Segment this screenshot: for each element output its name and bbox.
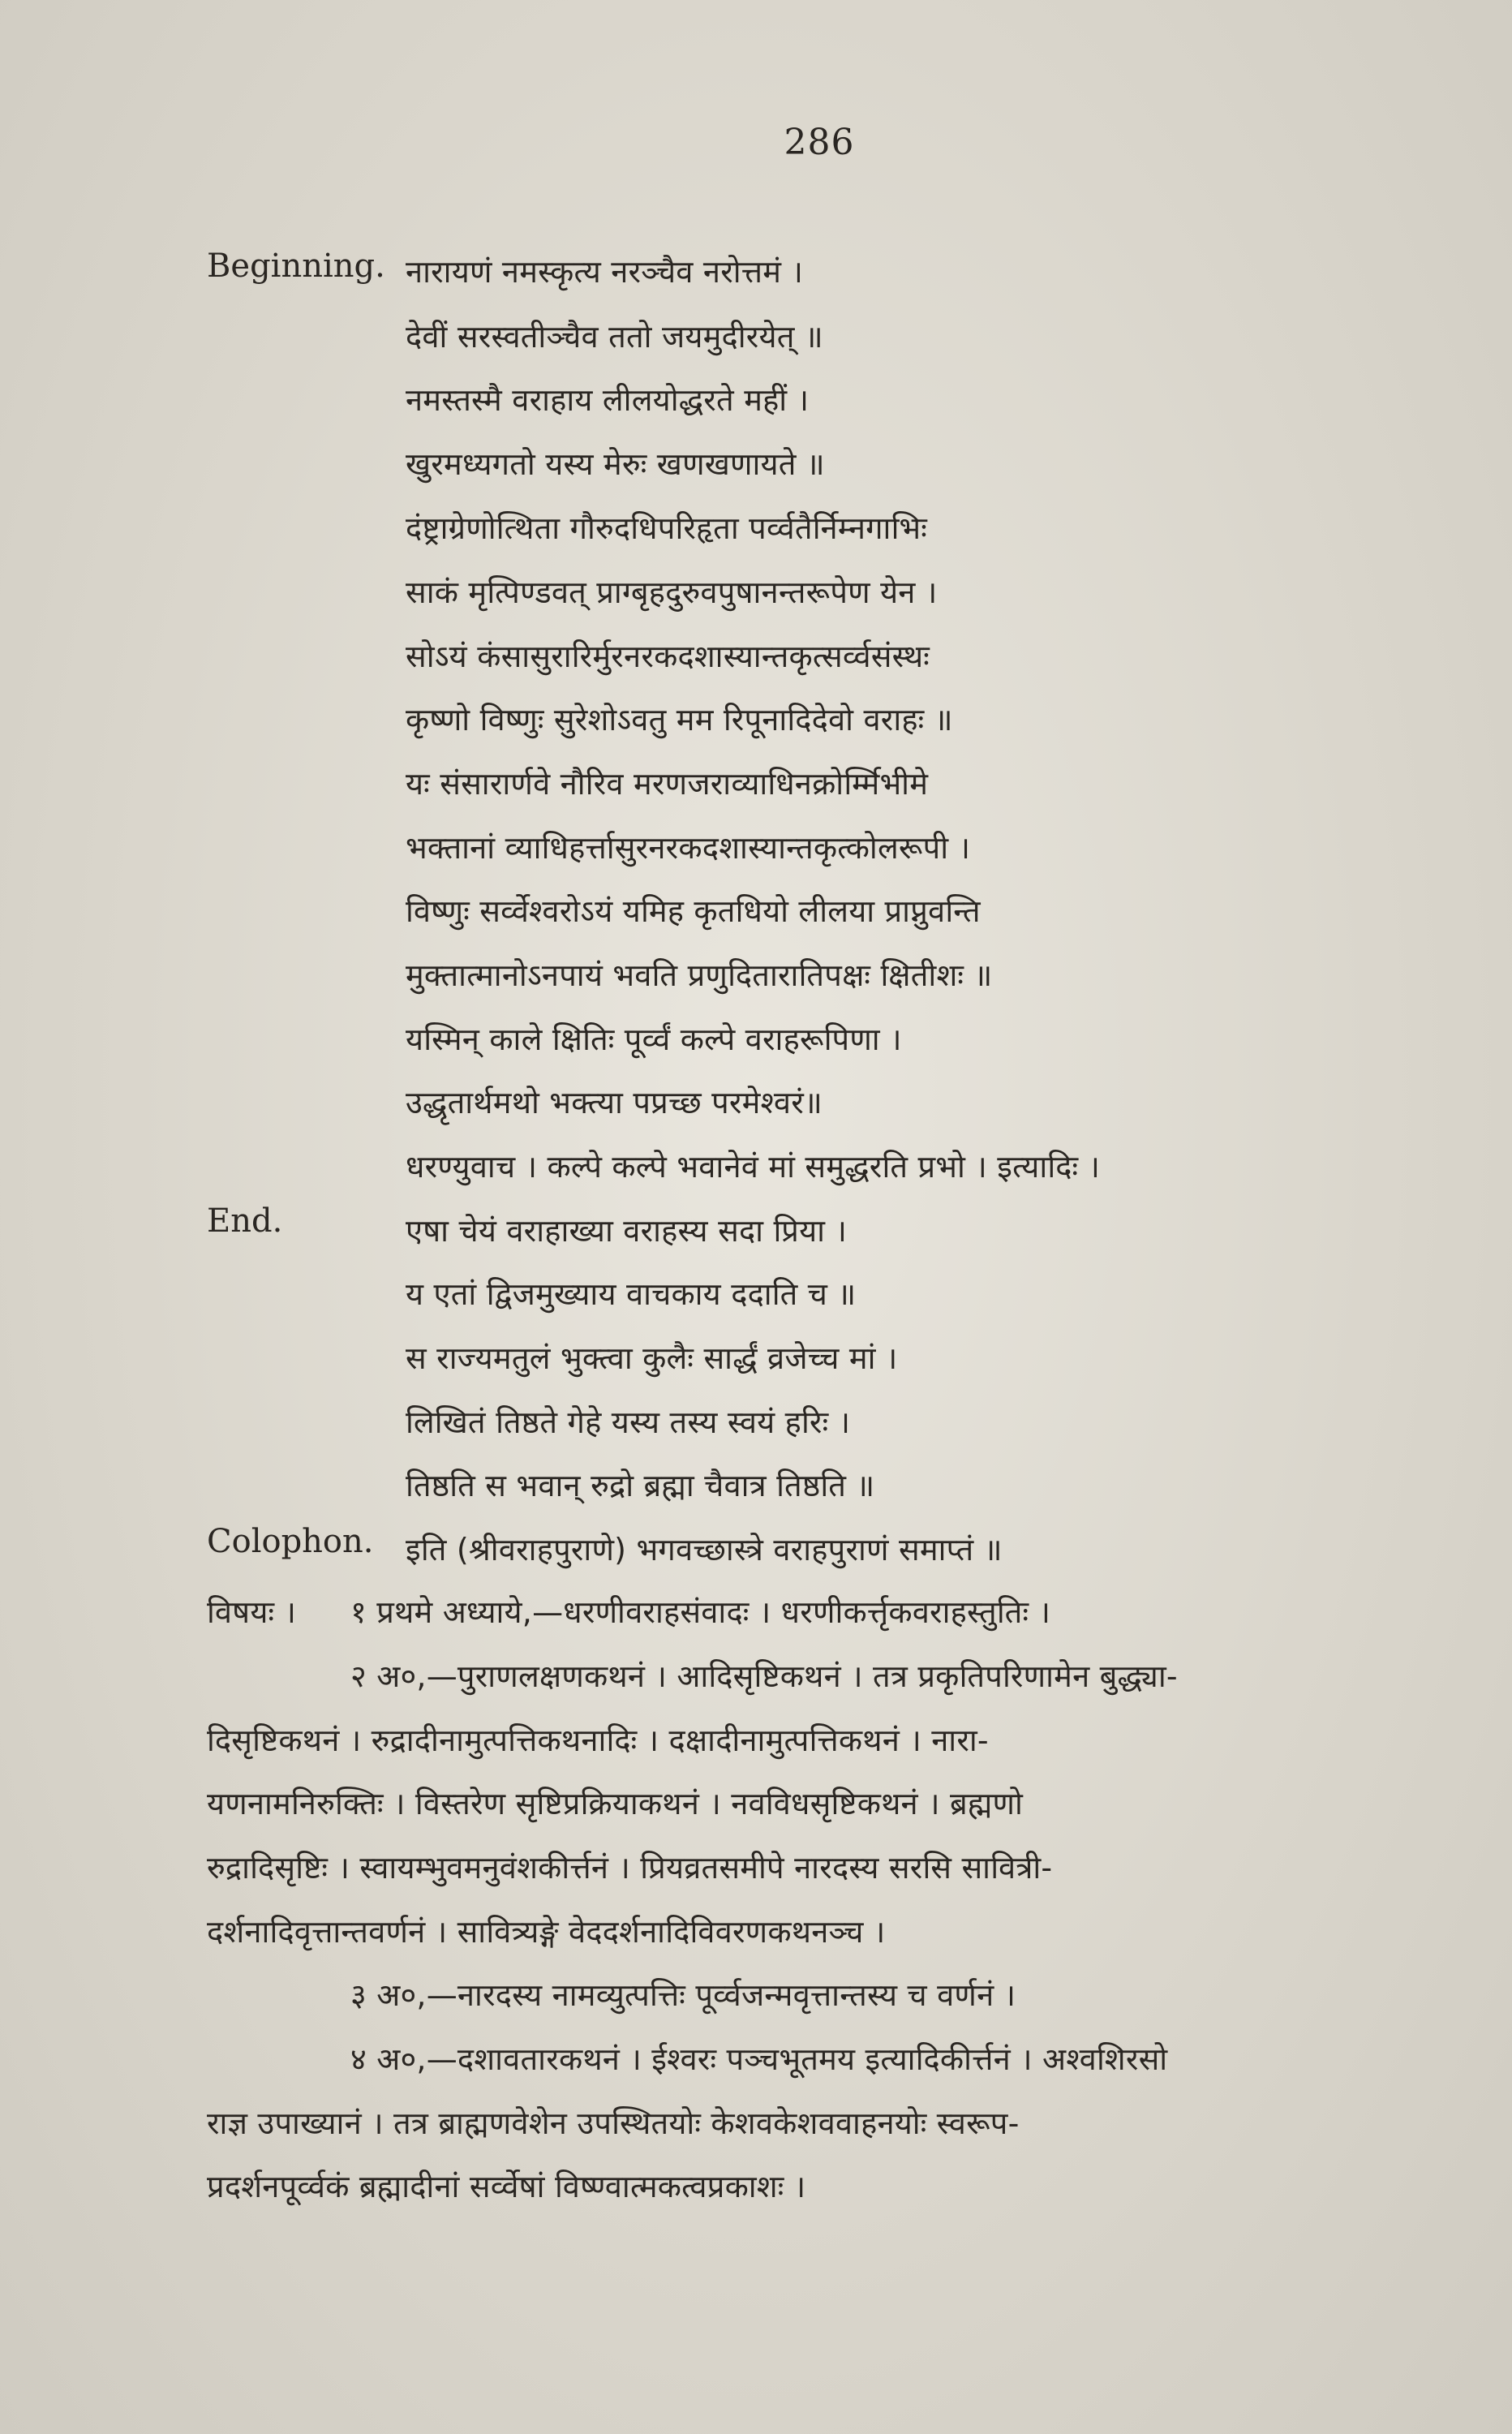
beginning-label: Beginning. xyxy=(207,247,385,285)
end-line: लिखितं तिष्ठते गेहे यस्य तस्य स्वयं हरिः । xyxy=(406,1404,851,1440)
vishaya-line: दर्शनादिवृत्तान्तवर्णनं । सावित्र्यङ्गे वेददर्शनादिविवरणकथनञ्च । xyxy=(207,1914,886,1950)
beginning-line: विष्णुः सर्व्वेश्वरोऽयं यमिह कृतधियो लीलया प्राप्नुवन्ति xyxy=(406,893,981,929)
end-label: End. xyxy=(207,1202,283,1240)
vishaya-line: २ अ०,—पुराणलक्षणकथनं । आदिसृष्टिकथनं । तत्र प्रकृतिपरिणामेन बुद्ध्या- xyxy=(350,1658,1178,1694)
beginning-line: कृष्णो विष्णुः सुरेशोऽवतु मम रिपूनादिदेवो वराहः ॥ xyxy=(406,702,953,738)
beginning-line: साकं मृत्पिण्डवत् प्राग्बृहदुरुवपुषानन्तरूपेण येन । xyxy=(406,574,938,610)
end-line: एषा चेयं वराहाख्या वराहस्य सदा प्रिया । xyxy=(406,1213,848,1249)
vishaya-line: यणनामनिरुक्तिः । विस्तरेण सृष्टिप्रक्रियाकथनं । नवविधसृष्टिकथनं । ब्रह्मणो xyxy=(207,1786,1024,1821)
beginning-line: यः संसारार्णवे नौरिव मरणजराव्याधिनक्रोर्म्मिभीमे xyxy=(406,766,929,802)
beginning-line: धरण्युवाच । कल्पे कल्पे भवानेवं मां समुद्धरति प्रभो । इत्यादिः । xyxy=(406,1149,1101,1185)
end-line: य एतां द्विजमुख्याय वाचकाय ददाति च ॥ xyxy=(406,1276,857,1312)
colophon-label: Colophon. xyxy=(207,1523,374,1560)
beginning-line: यस्मिन् काले क्षितिः पूर्व्वं कल्पे वराहरूपिणा । xyxy=(406,1021,902,1057)
vishaya-line: ४ अ०,—दशावतारकथनं । ईश्वरः पञ्चभूतमय इत्यादिकीर्त्तनं । अश्वशिरसो xyxy=(350,2041,1168,2077)
vishaya-line: दिसृष्टिकथनं । रुद्रादीनामुत्पत्तिकथनादिः । दक्षादीनामुत्पत्तिकथनं । नारा- xyxy=(207,1722,989,1758)
beginning-line: दंष्ट्राग्रेणोत्थिता गौरुदधिपरिहृता पर्व्वतैर्निम्नगाभिः xyxy=(406,510,928,546)
beginning-line: नारायणं नमस्कृत्य नरञ्चैव नरोत्तमं । xyxy=(406,254,804,290)
colophon-text: इति (श्रीवराहपुराणे) भगवच्छास्त्रे वराहपुराणं समाप्तं ॥ xyxy=(406,1532,1003,1567)
vishaya-label: विषयः । xyxy=(207,1594,297,1630)
vishaya-line: प्रदर्शनपूर्व्वकं ब्रह्मादीनां सर्व्वेषां विष्ण्वात्मकत्वप्रकाशः । xyxy=(207,2169,806,2204)
end-line: तिष्ठति स भवान् रुद्रो ब्रह्मा चैवात्र तिष्ठति ॥ xyxy=(406,1468,875,1503)
beginning-line: खुरमध्यगतो यस्य मेरुः खणखणायते ॥ xyxy=(406,446,825,482)
beginning-line: सोऽयं कंसासुरारिर्मुरनरकदशास्यान्तकृत्सर्व्वसंस्थः xyxy=(406,639,930,674)
beginning-line: देवीं सरस्वतीञ्चैव ततो जयमुदीरयेत् ॥ xyxy=(406,319,823,355)
vishaya-line: १ प्रथमे अध्याये,—धरणीवराहसंवादः । धरणीकर्त्तृकवराहस्तुतिः । xyxy=(350,1594,1051,1630)
beginning-line: भक्तानां व्याधिहर्त्तासुरनरकदशास्यान्तकृत्कोलरूपी । xyxy=(406,830,971,866)
vishaya-line: रुद्रादिसृष्टिः । स्वायम्भुवमनुवंशकीर्त्तनं । प्रियव्रतसमीपे नारदस्य सरसि सावित्री- xyxy=(207,1850,1053,1886)
vishaya-line: राज्ञ उपाख्यानं । तत्र ब्राह्मणवेशेन उपस्थितयोः केशवकेशववाहनयोः स्वरूप- xyxy=(207,2105,1020,2141)
beginning-line: उद्धृतार्थमथो भक्त्या पप्रच्छ परमेश्वरं॥ xyxy=(406,1085,823,1120)
beginning-line: मुक्तात्मानोऽनपायं भवति प्रणुदितारातिपक्षः क्षितीशः ॥ xyxy=(406,957,993,993)
beginning-line: नमस्तस्मै वराहाय लीलयोद्धरते महीं । xyxy=(406,382,810,418)
end-line: स राज्यमतुलं भुक्त्वा कुलैः सार्द्धं व्रजेच्च मां । xyxy=(406,1340,898,1376)
page-number: 286 xyxy=(784,122,855,163)
vishaya-line: ३ अ०,—नारदस्य नामव्युत्पत्तिः पूर्व्वजन्मवृत्तान्तस्य च वर्णनं । xyxy=(350,1977,1016,2013)
